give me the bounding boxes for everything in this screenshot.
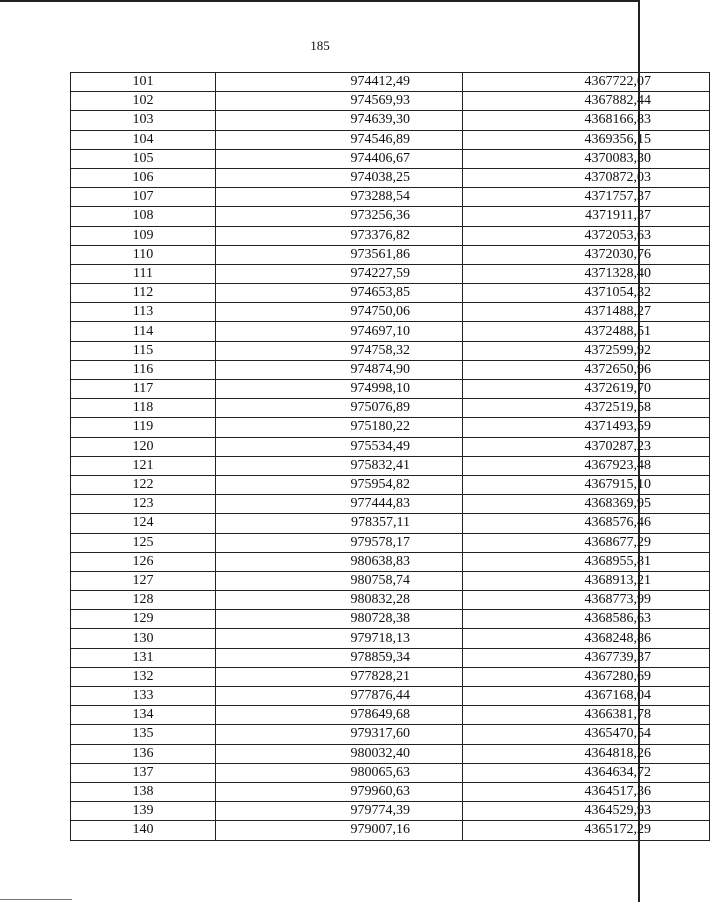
- table-row: [71, 667, 710, 686]
- table-row: [71, 380, 710, 399]
- table-row: [71, 821, 710, 840]
- y-coordinate-cell: 4367739,37: [463, 648, 710, 667]
- x-coordinate-cell: 980032,40: [216, 744, 463, 763]
- y-coordinate-cell: 4370083,30: [463, 149, 710, 168]
- y-coordinate-cell: 4371757,37: [463, 188, 710, 207]
- table-row: [71, 188, 710, 207]
- coordinates-table: [70, 72, 710, 841]
- x-coordinate-cell: 975534,49: [216, 437, 463, 456]
- table-row: [71, 92, 710, 111]
- y-coordinate-cell: 4368369,95: [463, 495, 710, 514]
- table-row: [71, 130, 710, 149]
- x-coordinate-cell: 978649,68: [216, 706, 463, 725]
- table-row: [71, 571, 710, 590]
- page-frame-top-edge: [0, 0, 640, 2]
- x-coordinate-cell: 979960,63: [216, 782, 463, 801]
- x-coordinate-cell: 974412,49: [216, 73, 463, 92]
- x-coordinate-cell: 973376,82: [216, 226, 463, 245]
- point-number-cell: 113: [71, 303, 216, 322]
- table-row: [71, 341, 710, 360]
- point-number-cell: 128: [71, 591, 216, 610]
- table-row: [71, 149, 710, 168]
- y-coordinate-cell: 4368955,81: [463, 552, 710, 571]
- y-coordinate-cell: 4371493,59: [463, 418, 710, 437]
- point-number-cell: 118: [71, 399, 216, 418]
- point-number-cell: 134: [71, 706, 216, 725]
- point-number-cell: 132: [71, 667, 216, 686]
- point-number-cell: 139: [71, 802, 216, 821]
- table-row: [71, 763, 710, 782]
- table-row: [71, 437, 710, 456]
- y-coordinate-cell: 4364818,26: [463, 744, 710, 763]
- point-number-cell: 106: [71, 168, 216, 187]
- y-coordinate-cell: 4371054,32: [463, 284, 710, 303]
- point-number-cell: 102: [71, 92, 216, 111]
- x-coordinate-cell: 975832,41: [216, 456, 463, 475]
- table-row: [71, 725, 710, 744]
- bottom-margin-mark: [0, 899, 72, 900]
- point-number-cell: 116: [71, 360, 216, 379]
- x-coordinate-cell: 974038,25: [216, 168, 463, 187]
- point-number-cell: 130: [71, 629, 216, 648]
- point-number-cell: 126: [71, 552, 216, 571]
- y-coordinate-cell: 4372519,58: [463, 399, 710, 418]
- table-row: [71, 360, 710, 379]
- y-coordinate-cell: 4372599,92: [463, 341, 710, 360]
- x-coordinate-cell: 975180,22: [216, 418, 463, 437]
- x-coordinate-cell: 975954,82: [216, 475, 463, 494]
- point-number-cell: 101: [71, 73, 216, 92]
- y-coordinate-cell: 4371328,40: [463, 264, 710, 283]
- point-number-cell: 119: [71, 418, 216, 437]
- x-coordinate-cell: 974406,67: [216, 149, 463, 168]
- y-coordinate-cell: 4365172,29: [463, 821, 710, 840]
- x-coordinate-cell: 974750,06: [216, 303, 463, 322]
- point-number-cell: 123: [71, 495, 216, 514]
- point-number-cell: 124: [71, 514, 216, 533]
- page-number: 185: [310, 38, 330, 53]
- point-number-cell: 120: [71, 437, 216, 456]
- x-coordinate-cell: 977444,83: [216, 495, 463, 514]
- x-coordinate-cell: 974758,32: [216, 341, 463, 360]
- x-coordinate-cell: 980832,28: [216, 591, 463, 610]
- point-number-cell: 114: [71, 322, 216, 341]
- point-number-cell: 129: [71, 610, 216, 629]
- table-row: [71, 73, 710, 92]
- y-coordinate-cell: 4372619,70: [463, 380, 710, 399]
- point-number-cell: 104: [71, 130, 216, 149]
- table-row: [71, 610, 710, 629]
- point-number-cell: 140: [71, 821, 216, 840]
- point-number-cell: 117: [71, 380, 216, 399]
- point-number-cell: 136: [71, 744, 216, 763]
- y-coordinate-cell: 4365470,54: [463, 725, 710, 744]
- y-coordinate-cell: 4364517,36: [463, 782, 710, 801]
- y-coordinate-cell: 4371911,37: [463, 207, 710, 226]
- point-number-cell: 112: [71, 284, 216, 303]
- y-coordinate-cell: 4368677,29: [463, 533, 710, 552]
- x-coordinate-cell: 980758,74: [216, 571, 463, 590]
- x-coordinate-cell: 973256,36: [216, 207, 463, 226]
- table-row: [71, 744, 710, 763]
- table-row: [71, 322, 710, 341]
- point-number-cell: 127: [71, 571, 216, 590]
- y-coordinate-cell: 4369356,15: [463, 130, 710, 149]
- table-row: [71, 226, 710, 245]
- y-coordinate-cell: 4372650,96: [463, 360, 710, 379]
- x-coordinate-cell: 974546,89: [216, 130, 463, 149]
- x-coordinate-cell: 977876,44: [216, 687, 463, 706]
- table-row: [71, 399, 710, 418]
- point-number-cell: 131: [71, 648, 216, 667]
- point-number-cell: 133: [71, 687, 216, 706]
- x-coordinate-cell: 974874,90: [216, 360, 463, 379]
- table-row: [71, 264, 710, 283]
- y-coordinate-cell: 4372488,51: [463, 322, 710, 341]
- y-coordinate-cell: 4364529,93: [463, 802, 710, 821]
- x-coordinate-cell: 973288,54: [216, 188, 463, 207]
- y-coordinate-cell: 4367923,48: [463, 456, 710, 475]
- x-coordinate-cell: 974697,10: [216, 322, 463, 341]
- point-number-cell: 135: [71, 725, 216, 744]
- y-coordinate-cell: 4367722,07: [463, 73, 710, 92]
- point-number-cell: 108: [71, 207, 216, 226]
- point-number-cell: 121: [71, 456, 216, 475]
- y-coordinate-cell: 4366381,78: [463, 706, 710, 725]
- table-row: [71, 591, 710, 610]
- table-row: [71, 303, 710, 322]
- y-coordinate-cell: 4370872,03: [463, 168, 710, 187]
- y-coordinate-cell: 4371488,27: [463, 303, 710, 322]
- y-coordinate-cell: 4368773,99: [463, 591, 710, 610]
- table-row: [71, 648, 710, 667]
- table-row: [71, 706, 710, 725]
- x-coordinate-cell: 980065,63: [216, 763, 463, 782]
- table-row: [71, 475, 710, 494]
- y-coordinate-cell: 4367280,69: [463, 667, 710, 686]
- x-coordinate-cell: 980638,83: [216, 552, 463, 571]
- x-coordinate-cell: 974569,93: [216, 92, 463, 111]
- table-row: [71, 687, 710, 706]
- point-number-cell: 122: [71, 475, 216, 494]
- table-row: [71, 552, 710, 571]
- x-coordinate-cell: 979317,60: [216, 725, 463, 744]
- point-number-cell: 107: [71, 188, 216, 207]
- table-row: [71, 245, 710, 264]
- table-row: [71, 629, 710, 648]
- y-coordinate-cell: 4372030,76: [463, 245, 710, 264]
- point-number-cell: 105: [71, 149, 216, 168]
- point-number-cell: 138: [71, 782, 216, 801]
- y-coordinate-cell: 4367882,44: [463, 92, 710, 111]
- y-coordinate-cell: 4368576,46: [463, 514, 710, 533]
- y-coordinate-cell: 4372053,63: [463, 226, 710, 245]
- x-coordinate-cell: 974653,85: [216, 284, 463, 303]
- y-coordinate-cell: 4370287,23: [463, 437, 710, 456]
- table-row: [71, 514, 710, 533]
- table-row: [71, 802, 710, 821]
- table-row: [71, 418, 710, 437]
- x-coordinate-cell: 980728,38: [216, 610, 463, 629]
- point-number-cell: 111: [71, 264, 216, 283]
- point-number-cell: 115: [71, 341, 216, 360]
- y-coordinate-cell: 4367168,04: [463, 687, 710, 706]
- x-coordinate-cell: 979718,13: [216, 629, 463, 648]
- x-coordinate-cell: 979578,17: [216, 533, 463, 552]
- x-coordinate-cell: 978357,11: [216, 514, 463, 533]
- y-coordinate-cell: 4367915,10: [463, 475, 710, 494]
- x-coordinate-cell: 974639,30: [216, 111, 463, 130]
- y-coordinate-cell: 4368913,21: [463, 571, 710, 590]
- point-number-cell: 125: [71, 533, 216, 552]
- x-coordinate-cell: 973561,86: [216, 245, 463, 264]
- table-row: [71, 111, 710, 130]
- x-coordinate-cell: 979774,39: [216, 802, 463, 821]
- y-coordinate-cell: 4368166,83: [463, 111, 710, 130]
- table-row: [71, 284, 710, 303]
- x-coordinate-cell: 977828,21: [216, 667, 463, 686]
- point-number-cell: 109: [71, 226, 216, 245]
- point-number-cell: 103: [71, 111, 216, 130]
- x-coordinate-cell: 974998,10: [216, 380, 463, 399]
- x-coordinate-cell: 979007,16: [216, 821, 463, 840]
- point-number-cell: 137: [71, 763, 216, 782]
- x-coordinate-cell: 978859,34: [216, 648, 463, 667]
- table-row: [71, 456, 710, 475]
- x-coordinate-cell: 975076,89: [216, 399, 463, 418]
- table-row: [71, 168, 710, 187]
- point-number-cell: 110: [71, 245, 216, 264]
- y-coordinate-cell: 4368586,63: [463, 610, 710, 629]
- y-coordinate-cell: 4364634,72: [463, 763, 710, 782]
- coordinates-table-body: [71, 73, 710, 841]
- table-row: [71, 495, 710, 514]
- y-coordinate-cell: 4368248,86: [463, 629, 710, 648]
- table-row: [71, 782, 710, 801]
- table-row: [71, 533, 710, 552]
- x-coordinate-cell: 974227,59: [216, 264, 463, 283]
- table-row: [71, 207, 710, 226]
